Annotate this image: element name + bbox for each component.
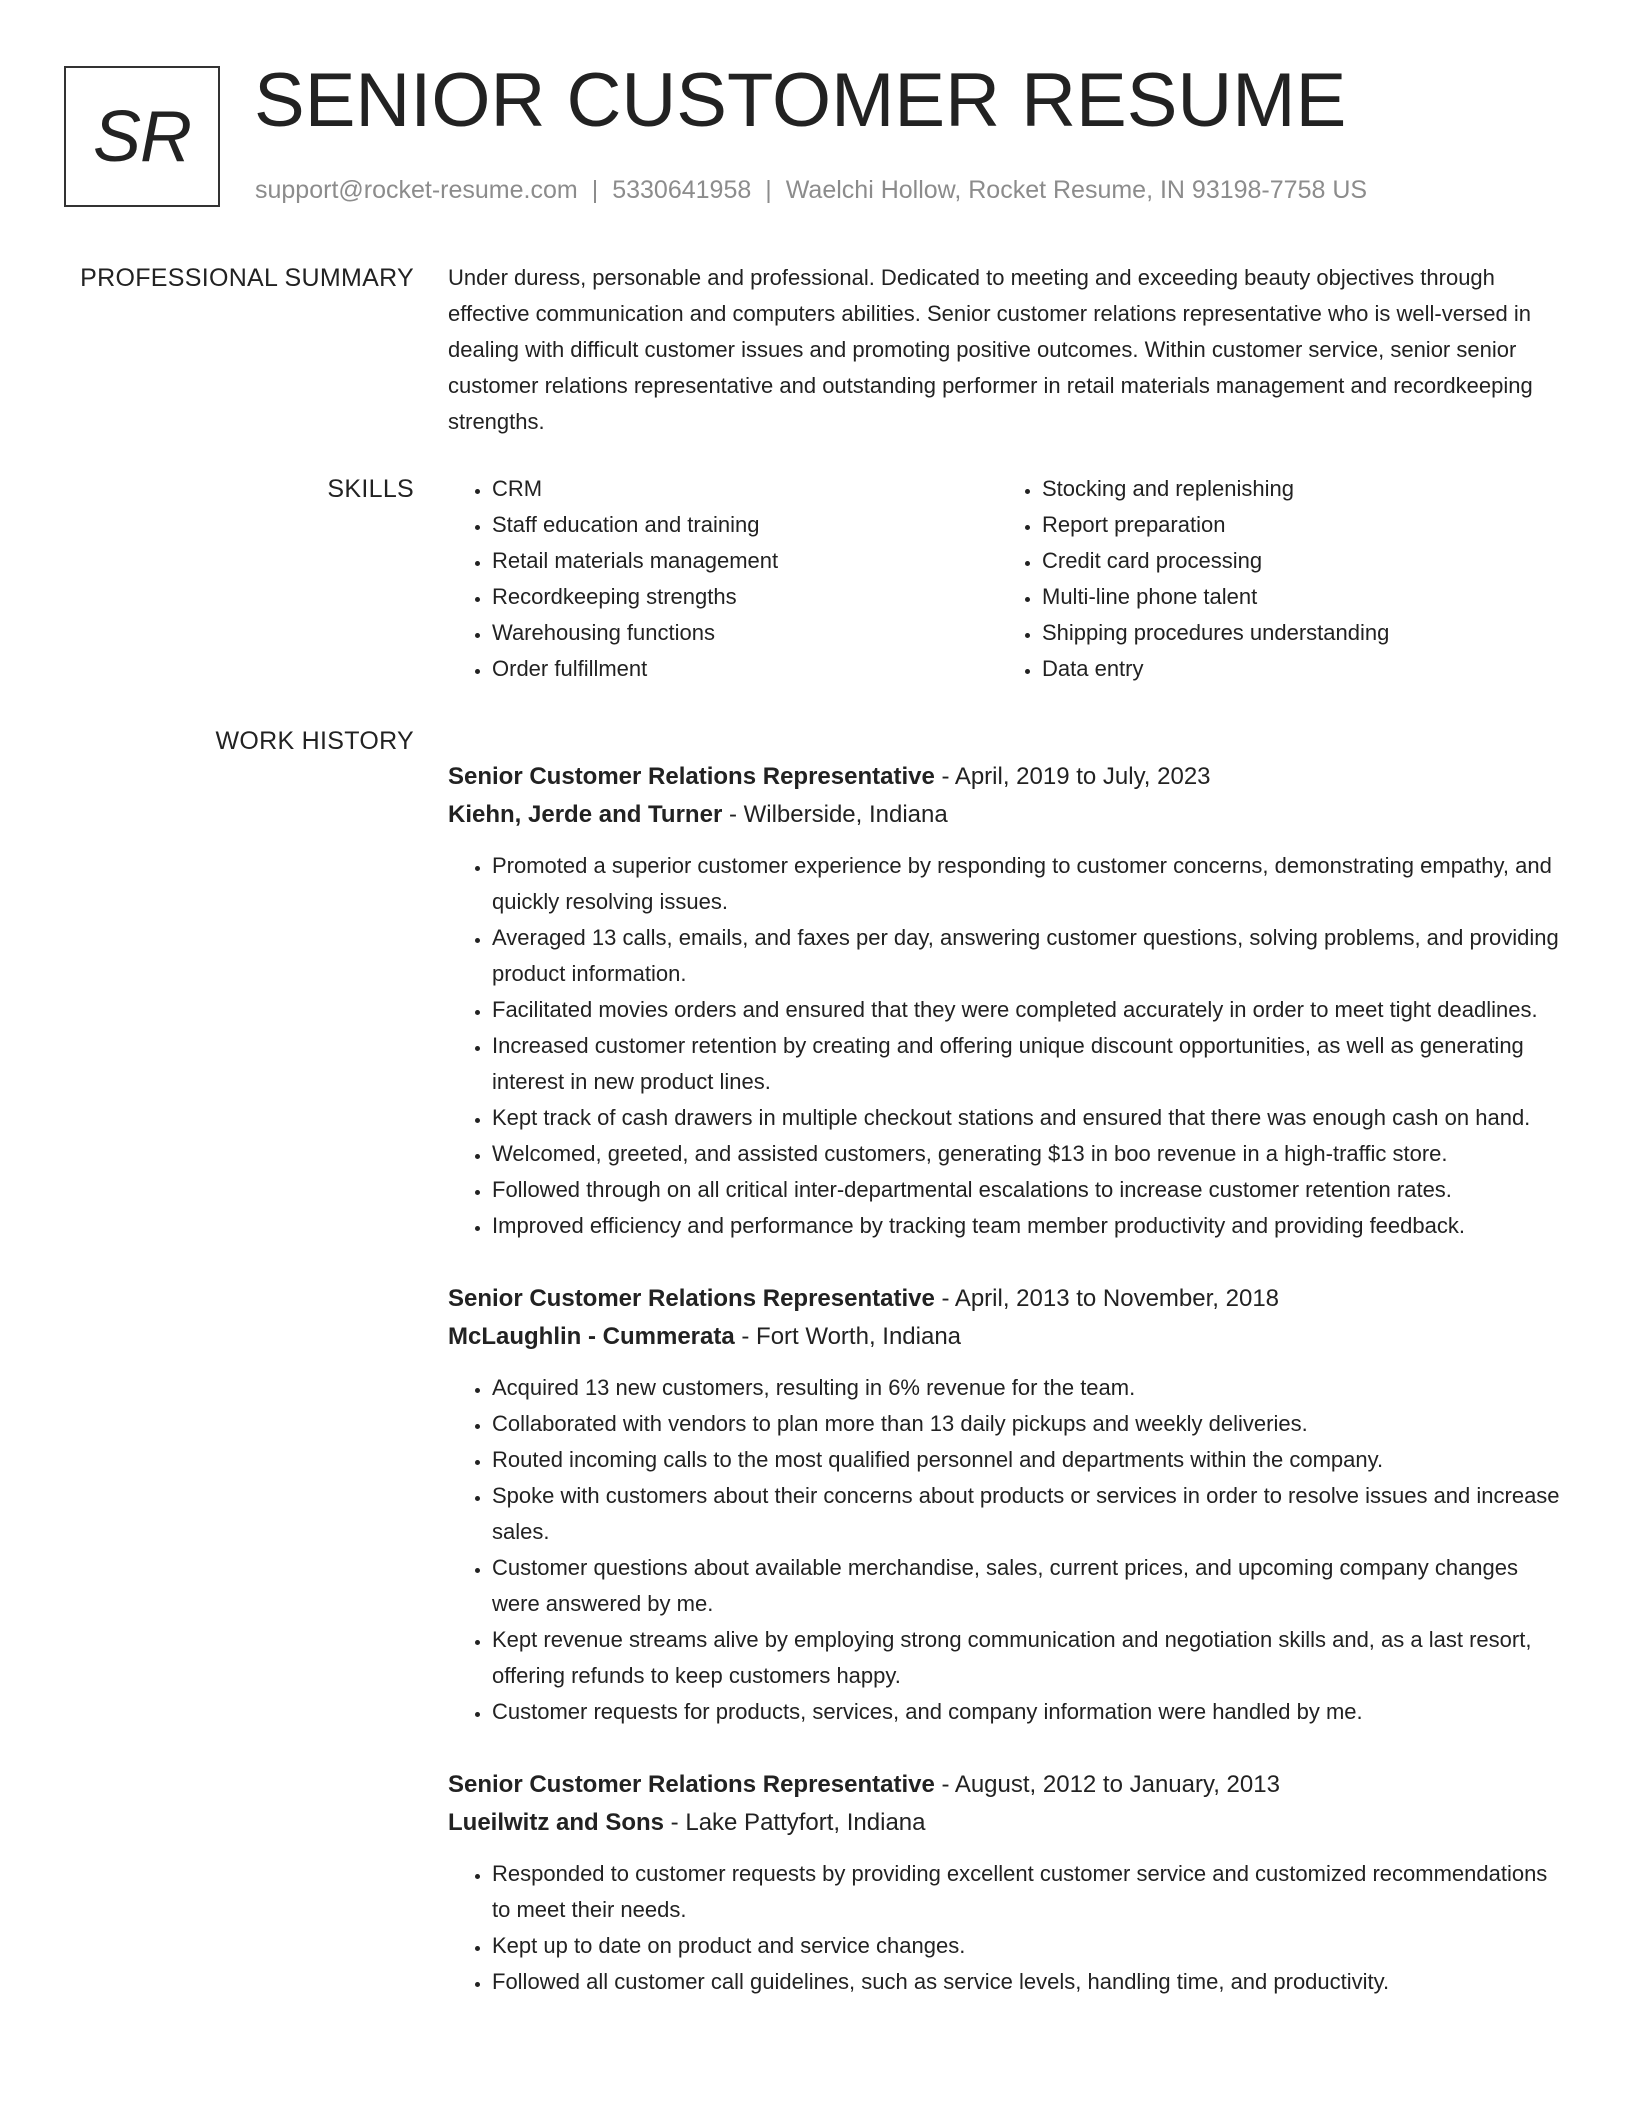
job-bullet: • Customer questions about available merchandise, sales, current prices, and upcoming company changes were answered by me. [492, 1550, 1568, 1622]
contact-address: Waelchi Hollow, Rocket Resume, IN 93198-7758 US [785, 176, 1368, 204]
job-bullet: • Welcomed, greeted, and assisted customers, generating $13 in boo revenue in a high-traffic store. [492, 1136, 1568, 1172]
job-entry [448, 1280, 1568, 1730]
contact-line [255, 175, 1367, 205]
job-title: Senior Customer Relations Representative [448, 1285, 935, 1312]
job-bullet: • Routed incoming calls to the most qualified personnel and departments within the company. [492, 1442, 1568, 1478]
section-label-skills: SKILLS [327, 475, 414, 503]
job-bullet: • Acquired 13 new customers, resulting in 6% revenue for the team. [492, 1370, 1568, 1406]
job-company: Lueilwitz and Sons [448, 1809, 665, 1836]
contact-separator: | [591, 176, 599, 204]
job-dates: - April, 2019 to July, 2023 [934, 763, 1211, 790]
skill-item: • Data entry [1042, 651, 1548, 687]
job-title: Senior Customer Relations Representative [448, 763, 935, 790]
skill-item: • Warehousing functions [492, 615, 998, 651]
resume-title: SENIOR CUSTOMER RESUME [254, 58, 1347, 143]
skill-item: • Order fulfillment [492, 651, 998, 687]
job-entry [448, 758, 1568, 1244]
job-title: Senior Customer Relations Representative [448, 1771, 935, 1798]
job-bullet: • Followed through on all critical inter-departmental escalations to increase customer retention rates. [492, 1172, 1568, 1208]
job-bullet: • Averaged 13 calls, emails, and faxes per day, answering customer questions, solving problems, and providing product information. [492, 920, 1568, 992]
skill-item: • Staff education and training [492, 507, 998, 543]
job-company-line [448, 796, 1568, 834]
job-entry [448, 1766, 1568, 2000]
contact-separator: | [765, 176, 772, 204]
skill-item: • Report preparation [1042, 507, 1548, 543]
job-bullet-list [448, 1370, 1568, 1730]
job-location: - Fort Worth, Indiana [734, 1323, 962, 1350]
job-bullet: • Improved efficiency and performance by tracking team member productivity and providing feedback. [492, 1208, 1568, 1244]
job-bullet-list [448, 848, 1568, 1244]
job-title-line [448, 1280, 1568, 1318]
job-bullet: • Kept track of cash drawers in multiple checkout stations and ensured that there was enough cash on hand. [492, 1100, 1568, 1136]
job-company: McLaughlin - Cummerata [448, 1323, 735, 1350]
summary-text: Under duress, personable and professional. Dedicated to meeting and exceeding beauty objectives through effective communication and computers abilities. Senior customer relations representative who is well-versed in dealing with difficult customer issues and promoting positive outcomes. Within customer service, senior senior customer relations representative and outstanding performer in retail materials management and recordkeeping strengths. [448, 265, 1533, 434]
skill-item: • Shipping procedures understanding [1042, 615, 1548, 651]
job-company: Kiehn, Jerde and Turner [448, 801, 723, 828]
work-history-body [448, 722, 1568, 2000]
job-bullet: • Increased customer retention by creating and offering unique discount opportunities, as well as generating interest in new product lines. [492, 1028, 1568, 1100]
monogram-box [64, 66, 220, 207]
job-dates: - August, 2012 to January, 2013 [934, 1771, 1280, 1798]
job-bullet: • Facilitated movies orders and ensured that they were completed accurately in order to meet tight deadlines. [492, 992, 1568, 1028]
skill-item: • Retail materials management [492, 543, 998, 579]
job-company-line [448, 1804, 1568, 1842]
job-company-line [448, 1318, 1568, 1356]
skill-item: • Credit card processing [1042, 543, 1548, 579]
job-bullet: • Customer requests for products, services, and company information were handled by me. [492, 1694, 1568, 1730]
skill-item: • Multi-line phone talent [1042, 579, 1548, 615]
monogram-initials: SR [92, 96, 192, 177]
skills-body [448, 471, 1568, 687]
summary-body [448, 260, 1568, 440]
skill-item: • CRM [492, 471, 998, 507]
job-location: - Lake Pattyfort, Indiana [664, 1809, 926, 1836]
job-bullet: • Kept revenue streams alive by employing strong communication and negotiation skills and, as a last resort, offering refunds to keep customers happy. [492, 1622, 1568, 1694]
section-label-summary: PROFESSIONAL SUMMARY [80, 264, 414, 292]
contact-email: support@rocket-resume.com [255, 176, 578, 204]
contact-phone: 5330641958 [612, 176, 752, 204]
section-label-work-history: WORK HISTORY [215, 727, 414, 755]
skills-list-right [998, 471, 1548, 687]
skill-item: • Recordkeeping strengths [492, 579, 998, 615]
job-title-line [448, 1766, 1568, 1804]
job-bullet: • Spoke with customers about their concerns about products or services in order to resolve issues and increase sales. [492, 1478, 1568, 1550]
job-bullet: • Responded to customer requests by providing excellent customer service and customized recommendations to meet their needs. [492, 1856, 1568, 1928]
job-bullet: • Promoted a superior customer experience by responding to customer concerns, demonstrating empathy, and quickly resolving issues. [492, 848, 1568, 920]
job-bullet: • Collaborated with vendors to plan more than 13 daily pickups and weekly deliveries. [492, 1406, 1568, 1442]
job-bullet: • Followed all customer call guidelines, such as service levels, handling time, and productivity. [492, 1964, 1568, 2000]
job-bullet: • Kept up to date on product and service changes. [492, 1928, 1568, 1964]
skill-item: • Stocking and replenishing [1042, 471, 1548, 507]
job-dates: - April, 2013 to November, 2018 [934, 1285, 1280, 1312]
job-location: - Wilberside, Indiana [722, 801, 948, 828]
job-title-line [448, 758, 1568, 796]
skills-list-left [448, 471, 998, 687]
job-bullet-list [448, 1856, 1568, 2000]
skills-grid [448, 471, 1568, 687]
